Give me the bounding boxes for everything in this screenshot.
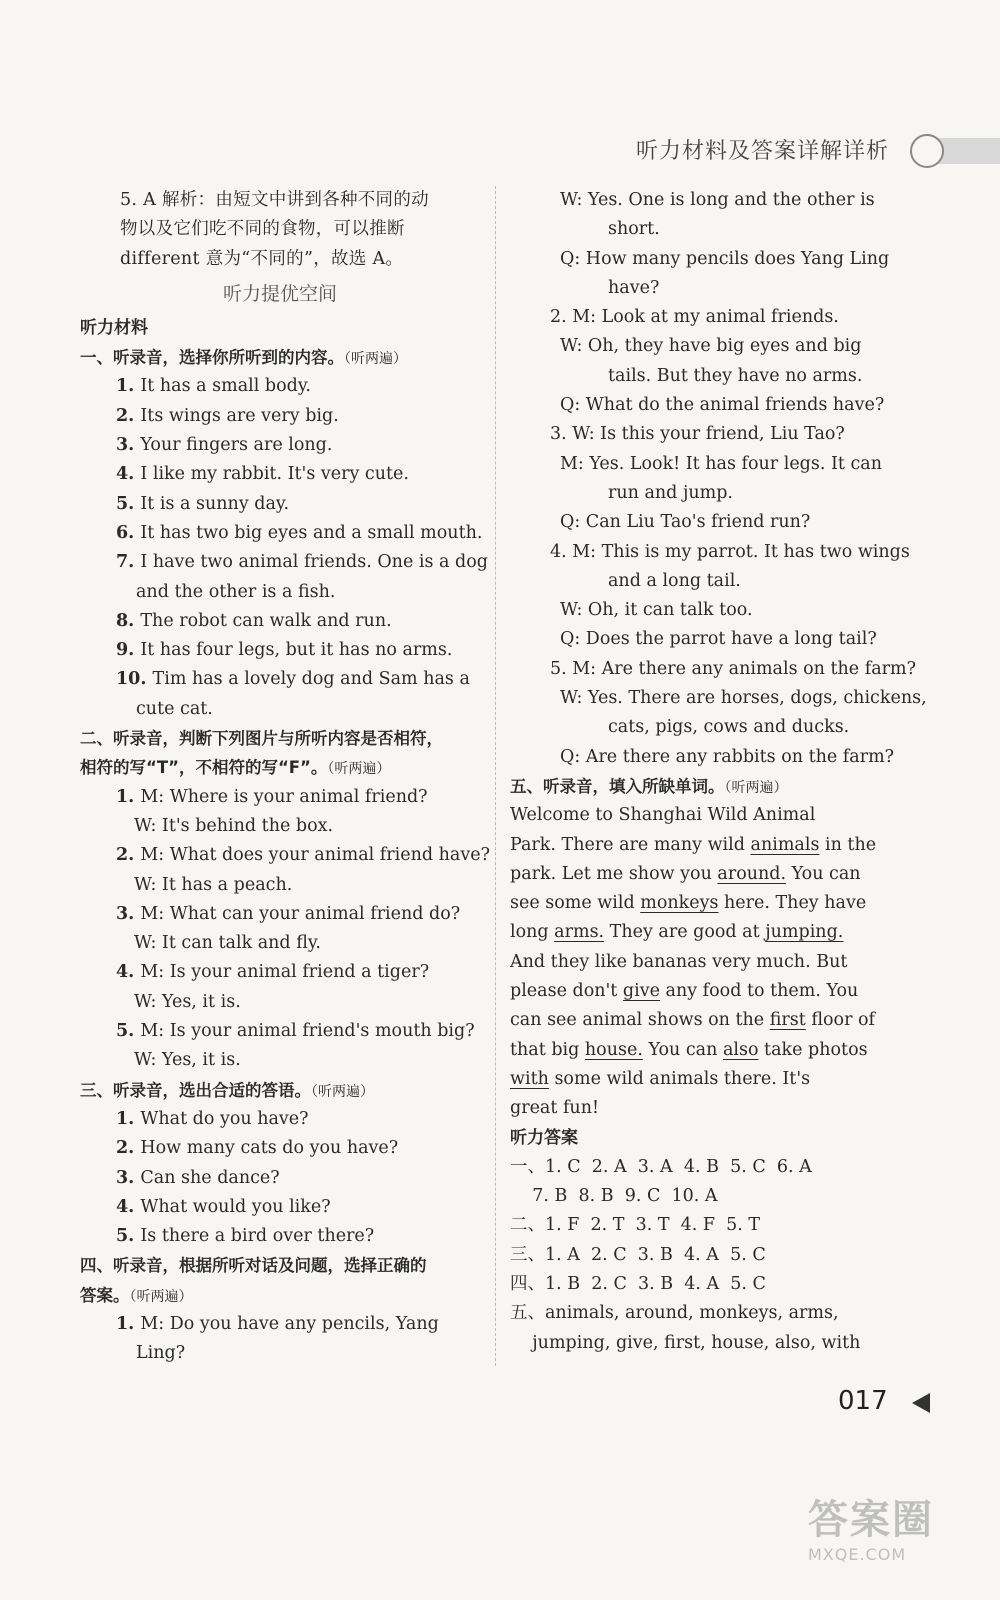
part-title-text: 四、听录音，根据所听对话及问题，选择正确的 [80,1256,427,1276]
list-item [80,1310,480,1339]
section-title: 听力提优空间 [222,282,337,305]
list-item [80,490,480,519]
item-text: W: It's behind the box. [134,815,334,836]
item-text: M: Where is your animal friend? [140,786,428,807]
list-item [80,519,483,548]
part-title [510,772,935,801]
part-title-text: 二、听录音，判断下列图片与所听内容是否相符， [80,729,443,749]
watermark [808,1488,978,1588]
passage-line [510,889,935,918]
passage-line [510,1065,935,1094]
list-item-cont [80,871,480,900]
list-item [80,372,480,401]
passage-line [510,977,935,1006]
passage-text: floor of [805,1010,876,1031]
passage-text: that big [510,1039,585,1060]
blank-answer: around. [717,863,787,884]
passage-text: Welcome to Shanghai Wild Animal [510,805,816,826]
item-number: 1. [116,1313,141,1334]
item-number: 5. [116,1226,141,1247]
item-text: W: It can talk and fly. [134,933,321,954]
passage-text: They are good at [604,922,766,943]
part-title-text: 一、听录音，选择你所听到的内容。 [80,348,344,368]
blank-answer: give [622,981,660,1002]
part-title [80,343,480,372]
dialog-line: W: Oh, it can talk too. [560,600,753,621]
list-item [80,1017,480,1046]
list-item [80,1105,480,1134]
dialog-line: tails. But they have no arms. [608,365,863,386]
smiley-logo-icon [910,134,944,168]
part-title-cont [80,1281,480,1310]
passage-text: some wild animals there. It's [548,1068,811,1089]
list-item [80,665,480,694]
dialog-line: W: Yes. There are horses, dogs, chickens, [560,688,927,709]
passage-text: long [510,922,555,943]
left-column [80,186,490,1369]
item-number: 3. [116,903,141,924]
dialog-line: Q: How many pencils does Yang Ling [560,248,890,269]
list-item-cont [80,988,480,1017]
item-text: Your fingers are long. [140,435,333,456]
item-number: 5. [116,1021,141,1042]
part-title-text: 答案。 [80,1285,130,1305]
column-divider [495,186,496,1366]
list-item [80,548,488,577]
analysis-block [80,186,480,274]
passage-line [510,1006,935,1035]
item-text: cute cat. [136,698,213,719]
item-text: M: What can your animal friend do? [140,903,461,924]
list-item [80,958,480,987]
dialog-line: M: Yes. Look! It has four legs. It can [560,453,883,474]
list-item [80,1164,480,1193]
item-text: W: It has a peach. [134,874,293,895]
list-item [80,607,480,636]
dialog-line: 4. M: This is my parrot. It has two wings [550,541,910,562]
item-text: It is a sunny day. [140,493,290,514]
passage-line [510,860,935,889]
dialog-line: and a long tail. [608,570,741,591]
passage-text: see some wild [510,893,641,914]
part-title-text: 三、听录音，选出合适的答语。 [80,1080,311,1100]
item-number: 2. [116,405,141,426]
passage-line [510,831,935,860]
item-number: 7. [116,552,141,573]
part-title [80,724,480,753]
item-number: 4. [116,962,141,983]
item-text: It has two big eyes and a small mouth. [140,522,483,543]
page-arrow-icon [912,1393,930,1413]
analysis-line: 物以及它们吃不同的食物，可以推断 [120,219,405,240]
dialog-line: have? [608,277,660,298]
answer-line: 四、1. B 2. C 3. B 4. A 5. C [510,1273,766,1294]
item-text: M: Is your animal friend a tiger? [140,962,430,983]
list-item [80,431,480,460]
answer-line: jumping, give, first, house, also, with [510,1332,861,1353]
passage-text: can see animal shows on the [510,1010,770,1031]
item-text: It has four legs, but it has no arms. [140,640,453,661]
item-text: I have two animal friends. One is a dog [140,552,488,573]
part-note: （听两遍） [724,779,788,796]
dialog-line: Q: Does the parrot have a long tail? [560,629,877,650]
item-text: W: Yes, it is. [134,1050,241,1071]
item-number: 5. [116,493,141,514]
part-title-text: 五、听录音，填入所缺单词。 [510,776,725,796]
blank-answer: monkeys [640,893,719,914]
item-text: Ling? [136,1343,186,1364]
item-text: What do you have? [140,1108,309,1129]
page-header [600,128,1000,172]
part-title-text: 相符的写“T”，不相符的写“F”。 [80,758,328,778]
item-text: Can she dance? [140,1167,280,1188]
passage-line [510,918,935,947]
part-note: （听两遍） [344,351,407,368]
answer-line: 三、1. A 2. C 3. B 4. A 5. C [510,1244,766,1265]
dialog-line: cats, pigs, cows and ducks. [608,717,850,738]
item-text: M: Is your animal friend's mouth big? [140,1021,475,1042]
dialog-line: Q: What do the animal friends have? [560,395,885,416]
passage-line [510,948,935,977]
blank-answer: first [769,1010,806,1031]
blank-answer: house. [584,1039,643,1060]
passage-text: take photos [758,1039,868,1060]
item-number: 4. [116,1196,141,1217]
part-title [80,1251,480,1280]
item-text: What would you like? [140,1196,331,1217]
dialog-line: Q: Can Liu Tao's friend run? [560,512,811,533]
list-item-cont [80,929,480,958]
item-number: 1. [116,1108,141,1129]
item-text: I like my rabbit. It's very cute. [140,464,409,485]
answer-line: 五、animals, around, monkeys, arms, [510,1303,839,1324]
passage-text: park. Let me show you [510,863,718,884]
item-text: Tim has a lovely dog and Sam has a [152,669,470,690]
list-item [80,1193,480,1222]
list-item-cont [80,812,480,841]
passage-text: in the [819,834,877,855]
dialog-line: Q: Are there any rabbits on the farm? [560,746,895,767]
header-title: 听力材料及答案详解详析 [636,139,890,164]
watermark-url: MXQE.COM [808,1545,907,1564]
dialog-line: run and jump. [608,482,733,503]
dialog-line: 3. W: Is this your friend, Liu Tao? [550,424,845,445]
list-item-cont [80,695,480,724]
item-number: 2. [116,1138,141,1159]
item-text: W: Yes, it is. [134,991,241,1012]
item-number: 1. [116,376,141,397]
item-text: M: Do you have any pencils, Yang [140,1313,439,1334]
list-item [80,460,480,489]
passage-text: please don't [510,981,623,1002]
item-text: Is there a bird over there? [140,1226,375,1247]
part-note: （听两遍） [311,1083,374,1100]
item-number: 6. [116,522,141,543]
list-item-cont [80,578,480,607]
analysis-line: 5. A 解析：由短文中讲到各种不同的动 [120,190,429,210]
passage-line [510,801,935,830]
answer-line: 一、1. C 2. A 3. A 4. B 5. C 6. A [510,1156,812,1177]
answers-heading: 听力答案 [510,1127,578,1148]
item-text: How many cats do you have? [140,1138,399,1159]
item-text: M: What does your animal friend have? [140,845,490,866]
blank-answer: with [510,1068,549,1089]
item-number: 8. [116,610,141,631]
item-text: It has a small body. [140,376,311,397]
part-note: （听两遍） [327,761,391,778]
part-title-cont [80,753,480,782]
blank-answer: arms. [554,922,605,943]
list-item-cont [80,1046,480,1075]
item-number: 4. [116,464,141,485]
passage-text: You can [786,863,861,884]
passage-text: great fun! [510,1098,600,1119]
blank-answer: jumping. [765,922,844,943]
item-number: 1. [116,786,141,807]
item-number: 2. [116,845,141,866]
item-text: Its wings are very big. [140,405,339,426]
page-number: 017 [838,1386,888,1416]
analysis-line: different 意为“不同的”，故选 A。 [120,248,404,269]
passage-text: here. They have [718,893,867,914]
item-text: and the other is a fish. [136,581,336,602]
dialog-line: 5. M: Are there any animals on the farm? [550,658,916,679]
item-number: 3. [116,1167,141,1188]
list-item [80,841,490,870]
dialog-line: W: Yes. One is long and the other is [560,190,875,210]
dialog-line: W: Oh, they have big eyes and big [560,336,862,357]
passage-line [510,1094,935,1123]
item-text: The robot can walk and run. [140,610,392,631]
item-number: 9. [116,640,141,661]
list-item [80,636,480,665]
list-item [80,1134,480,1163]
list-item [80,900,480,929]
list-item [80,402,480,431]
right-column [510,186,935,1358]
passage-text: And they like bananas very much. But [510,951,848,972]
passage-text: You can [642,1039,723,1060]
dialog-line: short. [608,219,660,240]
blank-answer: animals [750,834,820,855]
list-item [80,783,480,812]
list-item [80,1222,480,1251]
passage-line [510,1036,935,1065]
blank-answer: also [722,1039,759,1060]
answer-line: 7. B 8. B 9. C 10. A [510,1186,718,1207]
part-note: （听两遍） [129,1288,193,1305]
part-title [80,1076,480,1105]
answer-line: 二、1. F 2. T 3. T 4. F 5. T [510,1215,761,1236]
material-heading: 听力材料 [80,317,148,338]
item-number: 10. [116,669,153,690]
item-number: 3. [116,435,141,456]
passage-text: any food to them. You [659,981,859,1002]
passage-text: Park. There are many wild [510,834,751,855]
watermark-logo: 答案圈 [808,1497,934,1543]
list-item-cont [80,1339,480,1368]
dialog-line: 2. M: Look at my animal friends. [550,307,839,328]
